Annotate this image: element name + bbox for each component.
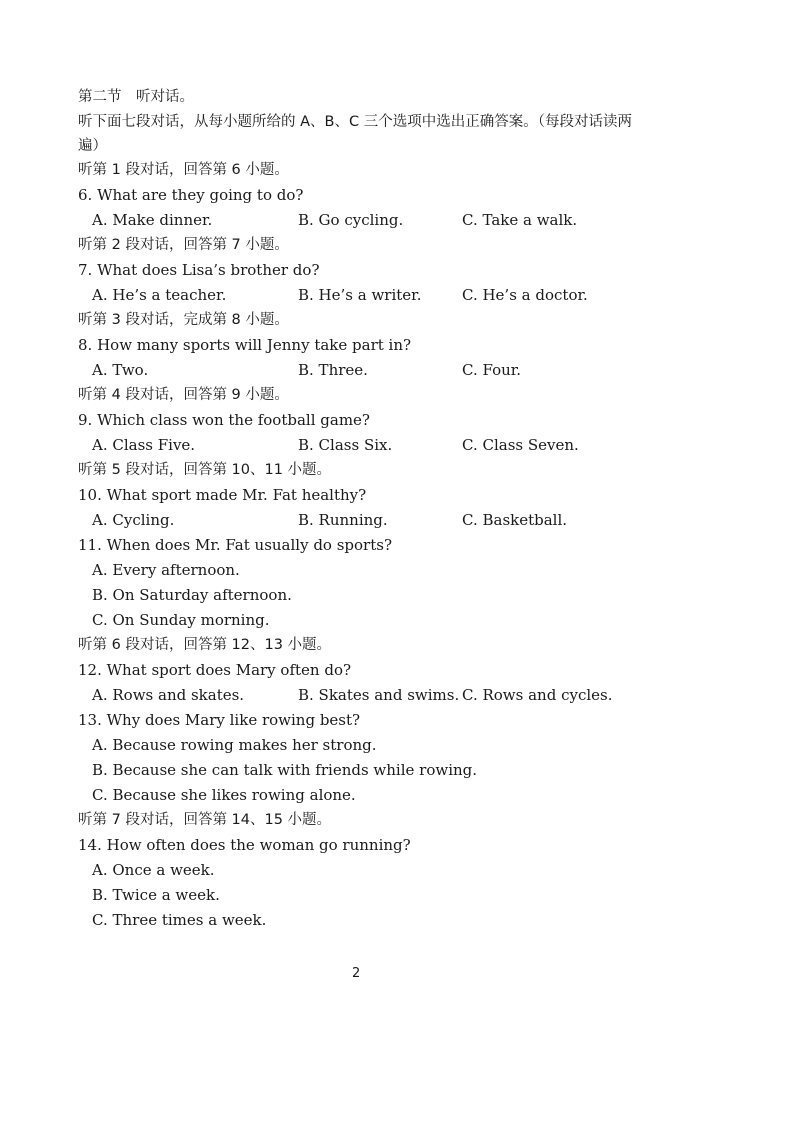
option-c: C. Class Seven.: [462, 436, 579, 454]
option-b: B. Running.: [298, 511, 388, 529]
section-title: 第二节 听对话。: [78, 89, 194, 105]
option-a: A. Two.: [92, 361, 149, 379]
option-b: B. On Saturday afternoon.: [92, 586, 292, 604]
page-number: 2: [352, 966, 361, 981]
dialog-intro: 听第 6 段对话，回答第 12、13 小题。: [78, 637, 332, 653]
question-text: 7. What does Lisa’s brother do?: [78, 261, 320, 279]
option-b: B. He’s a writer.: [298, 286, 422, 304]
option-a: A. Because rowing makes her strong.: [92, 736, 377, 754]
option-c: C. Because she likes rowing alone.: [92, 786, 356, 804]
option-b: B. Because she can talk with friends while rowing.: [92, 761, 478, 779]
option-a: A. Cycling.: [92, 511, 175, 529]
section-instruction: 听下面七段对话，从每小题所给的 A、B、C 三个选项中选出正确答案。（每段对话读两遍）: [78, 114, 632, 154]
option-a: A. Once a week.: [92, 861, 215, 879]
question-text: 10. What sport made Mr. Fat healthy?: [78, 486, 367, 504]
question-text: 6. What are they going to do?: [78, 186, 304, 204]
option-c: C. Three times a week.: [92, 911, 267, 929]
option-a: A. Make dinner.: [92, 211, 213, 229]
option-c: C. Rows and cycles.: [462, 686, 613, 704]
question-text: 13. Why does Mary like rowing best?: [78, 711, 361, 729]
dialog-intro: 听第 1 段对话，回答第 6 小题。: [78, 162, 289, 178]
option-b: B. Twice a week.: [92, 886, 220, 904]
question-text: 12. What sport does Mary often do?: [78, 661, 352, 679]
option-c: C. Basketball.: [462, 511, 568, 529]
option-a: A. Every afternoon.: [92, 561, 240, 579]
option-a: A. Class Five.: [92, 436, 196, 454]
dialog-intro: 听第 2 段对话，回答第 7 小题。: [78, 237, 289, 253]
dialog-intro: 听第 5 段对话，回答第 10、11 小题。: [78, 462, 332, 478]
dialog-intro: 听第 4 段对话，回答第 9 小题。: [78, 387, 289, 403]
dialog-intro: 听第 3 段对话，完成第 8 小题。: [78, 312, 289, 328]
question-text: 11. When does Mr. Fat usually do sports?: [78, 536, 392, 554]
option-c: C. He’s a doctor.: [462, 286, 588, 304]
option-c: C. On Sunday morning.: [92, 611, 270, 629]
question-text: 8. How many sports will Jenny take part in?: [78, 336, 412, 354]
option-a: A. Rows and skates.: [92, 686, 245, 704]
option-b: B. Class Six.: [298, 436, 393, 454]
option-a: A. He’s a teacher.: [92, 286, 227, 304]
question-text: 14. How often does the woman go running?: [78, 836, 411, 854]
option-c: C. Four.: [462, 361, 522, 379]
option-b: B. Go cycling.: [298, 211, 404, 229]
dialog-intro: 听第 7 段对话，回答第 14、15 小题。: [78, 812, 332, 828]
question-text: 9. Which class won the football game?: [78, 411, 370, 429]
option-b: B. Three.: [298, 361, 368, 379]
option-c: C. Take a walk.: [462, 211, 578, 229]
option-b: B. Skates and swims.: [298, 686, 460, 704]
